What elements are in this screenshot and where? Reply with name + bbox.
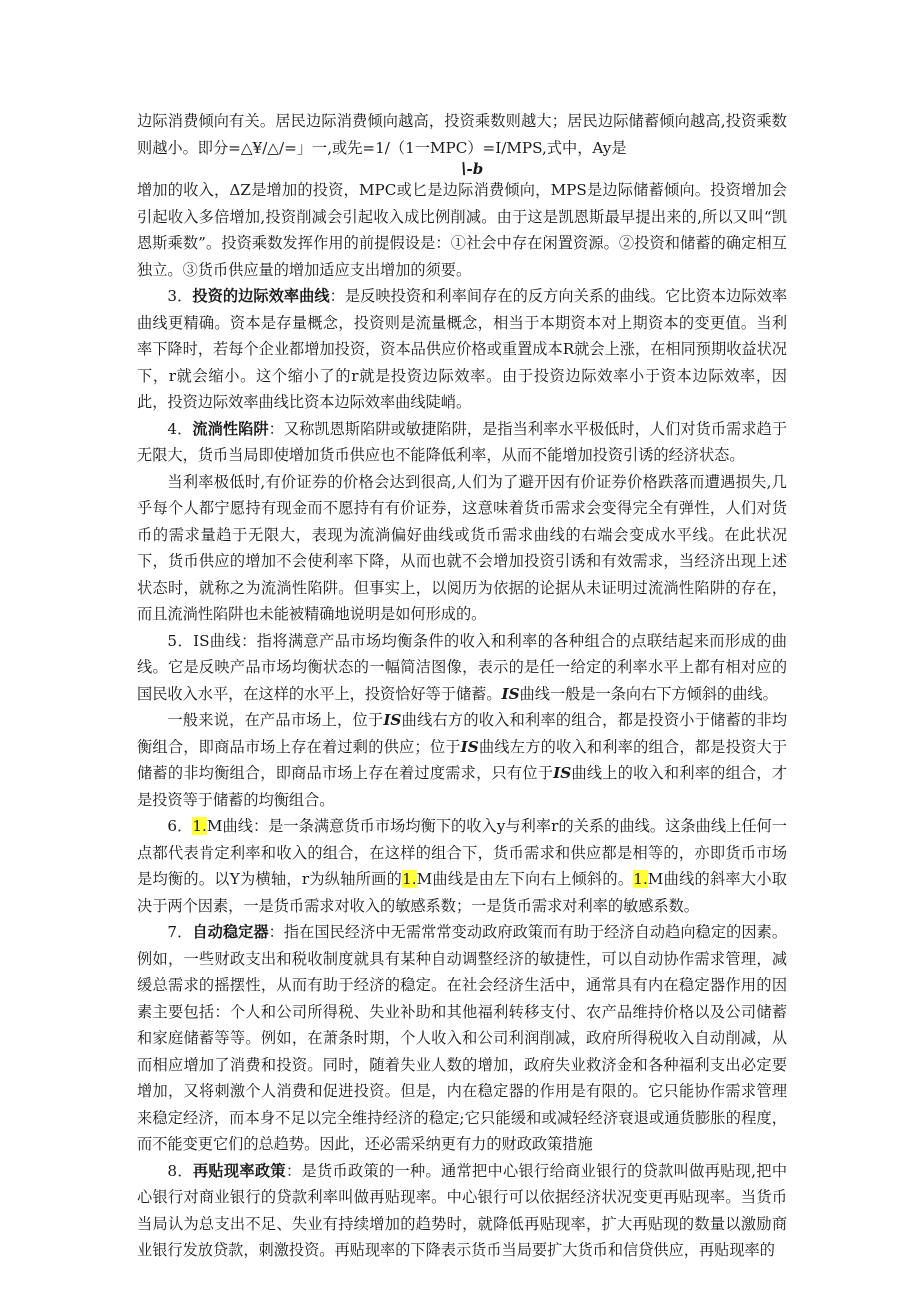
- paragraph-multiplier-body: [137, 177, 787, 283]
- is-term: IS: [460, 737, 479, 756]
- term-title: 投资的边际效率曲线: [192, 287, 330, 305]
- section-number: 3．: [167, 287, 193, 305]
- section-6: [137, 813, 787, 919]
- section-4: [137, 416, 787, 469]
- text: M曲线的斜率大小取决于两个因素，一是货币需求对收入的敏感系数；一是货币需求对利率的敏感系数。: [137, 870, 787, 915]
- section-number: 8．: [167, 1161, 193, 1180]
- term-title: 再贴现率政策: [192, 1161, 286, 1180]
- text: 5．IS曲线：指将满意产品市场均衡条件的收入和利率的各种组合的点联结起来而形成的曲线。它是反映产品市场均衡状态的一幅简洁图像，表示的是任一给定的利率水平上都有相对应的国民收入水平，在这样的水平上，投资恰好等于储蓄。: [137, 631, 787, 703]
- highlight-lm: 1.: [402, 870, 417, 888]
- section-3: [137, 283, 787, 416]
- section-number: 6．: [167, 817, 193, 835]
- text: 曲线右方的收入和利率的组合，都是投资小于储蓄的非均衡组合，即商品市场上存在着过剩的供应；位于: [137, 711, 788, 756]
- highlight-lm: 1.: [192, 817, 207, 835]
- text: 增加的收入，ΔZ是增加的投资，MPC或匕是边际消费倾向，MPS是边际储蓄倾向。投资增加会引起收入多倍增加,投资削减会引起收入成比例削减。由于这是凯恩斯最早提出来的,所以又叫“凯恩斯乘数”。投资乘数发挥作用的前提假设是：①社会中存在闲置资源。②投资和储蓄的确定相互独立。③货币供应量的增加适应支出增加的须要。: [137, 181, 787, 279]
- section-number: 4．: [167, 419, 193, 438]
- text: 边际消费倾向有关。居民边际消费倾向越高，投资乘数则越大；居民边际储蓄倾向越高,投资乘数则越小。即分=△¥/△/=」一,或先=1/（1一MPC）=I/MPS,式中，Ay是: [137, 112, 787, 157]
- text: 当利率极低时,有价证券的价格会达到很高,人们为了避开因有价证券价格跌落而遭遇损失,几乎每个人都宁愿持有现金而不愿持有有价证券，这意味着货币需求会变得完全有弹性，人们对货币的需求量趋于无限大，表现为流淌偏好曲线或货币需求曲线的右端会变成水平线。在此状况下，货币供应的增加不会使利率下降，从而也就不会增加投资引诱和有效需求，当经济出现上述状态时，就称之为流淌性陷阱。但事实上，以阅历为依据的论据从未证明过流淌性陷阱的存在，而且流淌性陷阱也未能被精确地说明是如何形成的。: [137, 472, 787, 623]
- text: ：是货币政策的一种。通常把中心银行给商业银行的贷款叫做再贴现,把中心银行对商业银行的贷款利率叫做再贴现率。中心银行可以依据经济状况变更再贴现率。当货币当局认为总支出不足、失业有持续增加的趋势时，就降低再贴现率，扩大再贴现的数量以激励商业银行发放贷款，刺激投资。再贴现率的下降表示货币当局要扩大货币和信贷供应，再贴现率的: [137, 1161, 788, 1259]
- text: 曲线上的收入和利率的组合，才是投资等于储蓄的均衡组合。: [137, 764, 788, 809]
- text: ：指在国民经济中无需常常变动政府政策而有助于经济自动趋向稳定的因素。例如，一些财政支出和税收制度就具有某种自动调整经济的敏捷性，可以自动协作需求管理，减缓总需求的摇摆性，从而有助于经济的稳定。在社会经济生活中，通常具有内在稳定器作用的因素主要包括：个人和公司所得税、失业补助和其他福利转移支付、农产品维持价格以及公司储蓄和家庭储蓄等等。例如，在萧条时期，个人收入和公司利润削减，政府所得税收入自动削减，从而相应增加了消费和投资。同时，随着失业人数的增加，政府失业救济金和各种福利支出必定要增加，又将刺激个人消费和促进投资。但是，内在稳定器的作用是有限的。它只能协作需求管理来稳定经济，而本身不足以完全维持经济的稳定;它只能缓和或减轻经济衰退或通货膨胀的程度，而不能变更它们的总趋势。因此，还必需采纳更有力的财政政策措施: [137, 923, 788, 1153]
- text: 曲线左方的收入和利率的组合，都是投资大于储蓄的非均衡组合，即商品市场上存在着过度需求，只有位于: [137, 737, 788, 782]
- formula-denominator: ∖-b: [457, 160, 484, 178]
- paragraph-multiplier-intro: [137, 108, 787, 161]
- section-5-paragraph-2: [137, 707, 787, 813]
- section-5: [137, 628, 787, 708]
- section-7: [137, 919, 787, 1158]
- is-term: IS: [383, 711, 402, 729]
- text: 一般来说，在产品市场上，位于: [167, 711, 384, 729]
- is-term: IS: [553, 764, 572, 782]
- section-number: 7．: [167, 923, 193, 941]
- highlight-lm: 1.: [633, 870, 648, 888]
- is-term: IS: [501, 684, 520, 703]
- section-8: [137, 1158, 787, 1264]
- text: M曲线：是一条满意货币市场均衡下的收入y与利率r的关系的曲线。这条曲线上任何一点都代表肯定利率和收入的组合，在这样的组合下，货币需求和供应都是相等的，亦即货币市场是均衡的。以Y为横轴，r为纵轴所画的: [137, 817, 787, 888]
- document-page: [137, 108, 787, 1264]
- text: ：又称凯恩斯陷阱或敏捷陷阱，是指当利率水平极低时，人们对货币需求趋于无限大，货币当局即使增加货币供应也不能降低利率，从而不能增加投资引诱的经济状态。: [137, 419, 788, 464]
- text: 曲线一般是一条向右下方倾斜的曲线。: [519, 684, 778, 703]
- term-title: 流淌性陷阱: [192, 419, 269, 438]
- text: M曲线是由左下向右上倾斜的。: [416, 870, 634, 888]
- text: ：是反映投资和利率间存在的反方向关系的曲线。它比资本边际效率曲线更精确。资本是存量概念，投资则是流量概念，相当于本期资本对上期资本的变更值。当利率下降时，若每个企业都增加投资，资本品供应价格或重置成本R就会上涨，在相同预期收益状况下，r就会缩小。这个缩小了的r就是投资边际效率。由于投资边际效率小于资本边际效率，因此，投资边际效率曲线比资本边际效率曲线陡峭。: [137, 287, 788, 411]
- section-4-paragraph-2: [137, 469, 787, 628]
- term-title: 自动稳定器: [192, 923, 269, 941]
